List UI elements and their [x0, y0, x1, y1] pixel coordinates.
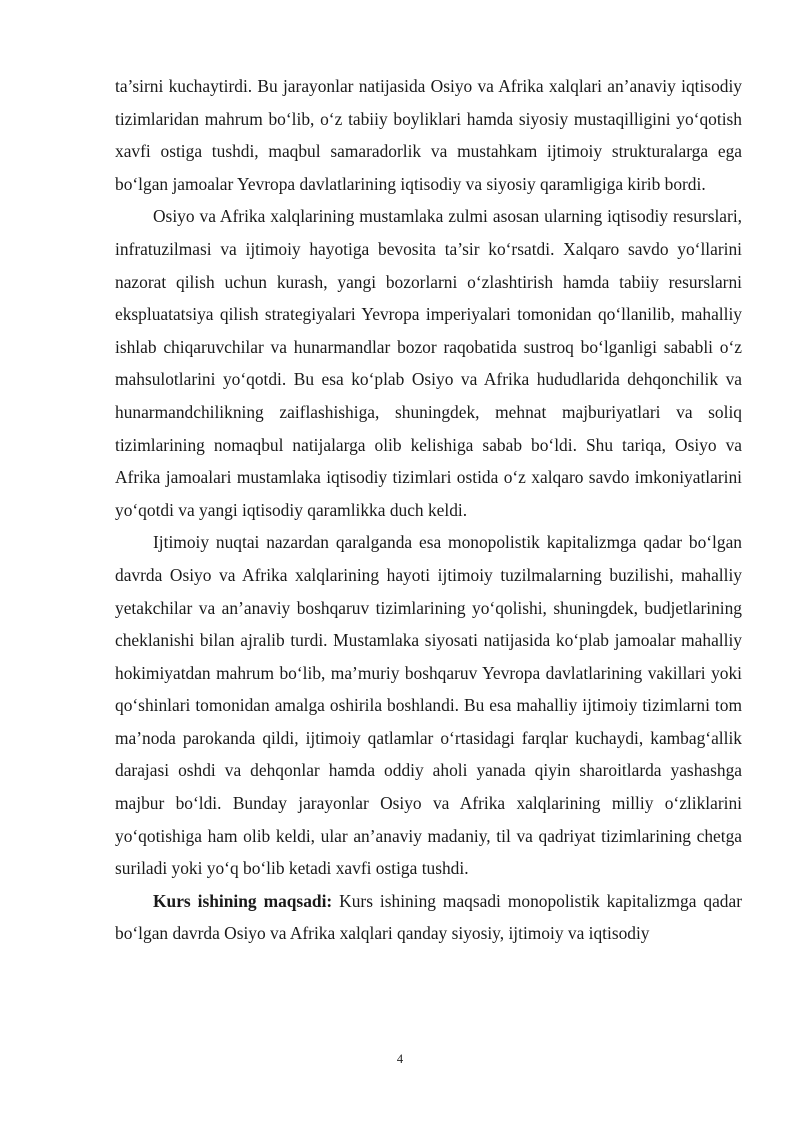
paragraph-2-text: Osiyo va Afrika xalqlarining mustamlaka zulmi asosan ularning iqtisodiy resurslari, infratuzilmasi va ijtimoiy hayotiga bevosita ta’sir ko‘rsatdi. Xalqaro savdo yo‘llarini nazorat qilish uchun kurash, yangi bozorlarni o‘zlashtirish hamda tabiiy resurslarni ekspluatatsiya qilish strategiyalari Yevropa imperiyalari tomonidan qo‘llanilib, mahalliy ishlab chiqaruvchilar va hunarmandlar bozor raqobatida sustroq bo‘lganligi sababli o‘z mahsulotlarini yo‘qotdi. Bu esa ko‘plab Osiyo va Afrika hududlarida dehqonchilik va hunarmandchilikning zaiflashishiga, shuningdek, mehnat majburiyatlari va soliq tizimlarining nomaqbul natijalarga olib kelishiga sabab bo‘ldi. Shu tariqa, Osiyo va Afrika jamoalari mustamlaka iqtisodiy tizimlari ostida o‘z xalqaro savdo imkoniyatlarini yo‘qotdi va yangi iqtisodiy qaramlikka duch keldi.	[115, 206, 742, 520]
paragraph-4-text: Kurs ishining maqsadi monopolistik kapitalizmga qadar bo‘lgan davrda Osiyo va Afrika xalqlari qanday siyosiy, ijtimoiy va iqtisodiy	[115, 890, 742, 944]
page-body	[115, 70, 742, 950]
paragraph-1	[115, 70, 742, 200]
paragraph-3	[115, 526, 742, 885]
course-goal-heading: Kurs ishining maqsadi:	[153, 890, 333, 911]
paragraph-1-text: ta’sirni kuchaytirdi. Bu jarayonlar natijasida Osiyo va Afrika xalqlari an’anaviy iqtisodiy tizimlaridan mahrum bo‘lib, o‘z tabiiy boyliklari hamda siyosiy mustaqilligini yo‘qotish xavfi ostiga tushdi, maqbul samaradorlik va mustahkam ijtimoiy strukturalarga ega bo‘lgan jamoalar Yevropa davlatlarining iqtisodiy va siyosiy qaramligiga kirib bordi.	[115, 76, 742, 194]
page-number: 4	[396, 1052, 404, 1066]
paragraph-3-text: Ijtimoiy nuqtai nazardan qaralganda esa monopolistik kapitalizmga qadar bo‘lgan davrda Osiyo va Afrika xalqlarining hayoti ijtimoiy tuzilmalarning buzilishi, mahalliy yetakchilar va an’anaviy boshqaruv tizimlarining yo‘qolishi, shuningdek, budjetlarining cheklanishi bilan ajralib turdi. Mustamlaka siyosati natijasida ko‘plab jamoalar mahalliy hokimiyatdan mahrum bo‘lib, ma’muriy boshqaruv Yevropa davlatlarining vakillari yoki qo‘shinlari tomonidan amalga oshirila boshlandi. Bu esa mahalliy ijtimoiy tizimlarni tom ma’noda parokanda qildi, ijtimoiy qatlamlar o‘rtasidagi farqlar kuchaydi, kambag‘allik darajasi oshdi va dehqonlar hamda oddiy aholi yanada qiyin sharoitlarda yashashga majbur bo‘ldi. Bunday jarayonlar Osiyo va Afrika xalqlarining milliy o‘zliklarini yo‘qotishiga ham olib keldi, ular an’anaviy madaniy, til va qadriyat tizimlarining chetga suriladi yoki yo‘q bo‘lib ketadi xavfi ostiga tushdi.	[115, 532, 742, 879]
paragraph-2	[115, 200, 742, 526]
paragraph-4	[115, 885, 742, 950]
